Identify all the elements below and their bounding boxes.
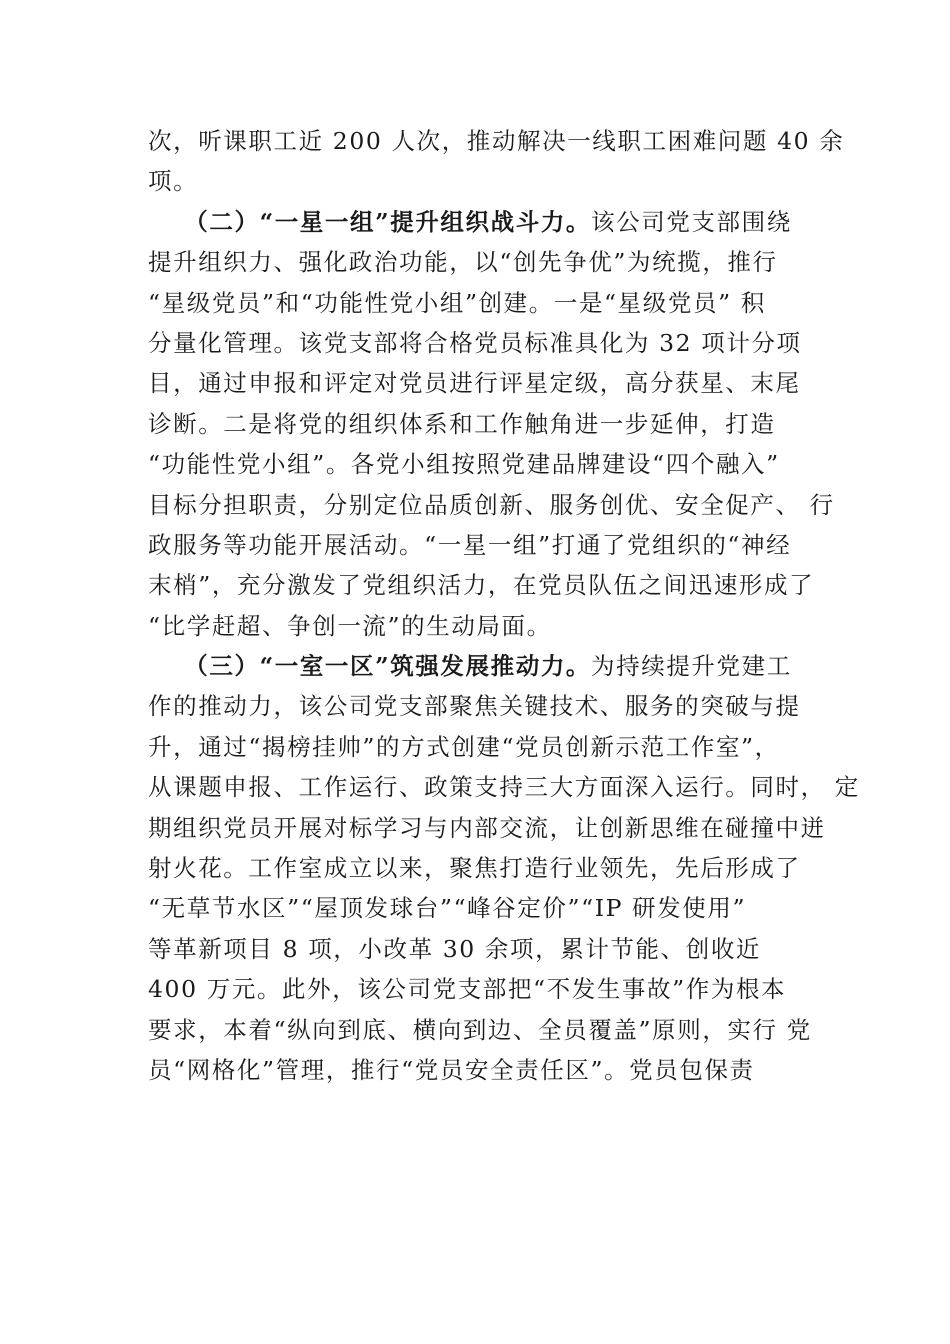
text-line: 期组织党员开展对标学习与内部交流，让创新思维在碰撞中迸 <box>148 813 826 842</box>
text-line: 提升组织力、强化政治功能，以“创先争优”为统揽，推行 <box>148 248 778 277</box>
text-line: “无草节水区”“屋顶发球台”“峰谷定价”“IP 研发使用” <box>148 894 747 923</box>
text-line: 末梢”，充分激发了党组织活力，在党员队伍之间迅速形成了 <box>148 571 815 600</box>
text-line: “比学赶超、争创一流”的生动局面。 <box>148 611 552 640</box>
text-line: “星级党员”和“功能性党小组”创建。一是“星级党员” 积 <box>148 288 766 317</box>
text-line: 从课题申报、工作运行、政策支持三大方面深入运行。同时， 定 <box>148 773 860 802</box>
text-line: 400 万元。此外，该公司党支部把“不发生事故”作为根本 <box>148 975 787 1004</box>
text-line: 要求，本着“纵向到底、横向到边、全员覆盖”原则，实行 党 <box>148 1015 812 1044</box>
text-line: 射火花。工作室成立以来，聚焦打造行业领先，先后形成了 <box>148 854 801 883</box>
text-line: 诊断。二是将党的组织体系和工作触角进一步延伸，打造 <box>148 409 776 438</box>
text-line: 目标分担职责，分别定位品质创新、服务创优、安全促产、 行 <box>148 490 835 519</box>
text-line: 员“网格化”管理，推行“党员安全责任区”。党员包保责 <box>148 1055 755 1084</box>
text-line: （二）“一星一组”提升组织战斗力。该公司党支部围绕 <box>184 207 792 236</box>
text-line: 次，听课职工近 200 人次，推动解决一线职工困难问题 40 余 <box>148 127 845 155</box>
text-line: 项。 <box>148 167 199 196</box>
text-line: 等革新项目 8 项，小改革 30 余项，累计节能、创收近 <box>148 934 762 963</box>
text-line: 作的推动力，该公司党支部聚焦关键技术、服务的突破与提 <box>148 692 801 721</box>
text-line: 目，通过申报和评定对党员进行评星定级，高分获星、末尾 <box>148 369 801 398</box>
text-line: 政服务等功能开展活动。“一星一组”打通了党组织的“神经 <box>148 530 792 559</box>
text-line: 升，通过“揭榜挂帅”的方式创建“党员创新示范工作室”， <box>148 732 780 761</box>
text-line: “功能性党小组”。各党小组按照党建品牌建设“四个融入” <box>148 450 780 479</box>
text-line: （三）“一室一区”筑强发展推动力。为持续提升党建工 <box>184 652 792 681</box>
section-heading: （三）“一室一区”筑强发展推动力。 <box>184 652 592 681</box>
section-heading: （二）“一星一组”提升组织战斗力。 <box>184 207 592 236</box>
text-line: 分量化管理。该党支部将合格党员标准具化为 32 项计分项 <box>148 328 802 357</box>
body-text <box>148 121 860 1090</box>
